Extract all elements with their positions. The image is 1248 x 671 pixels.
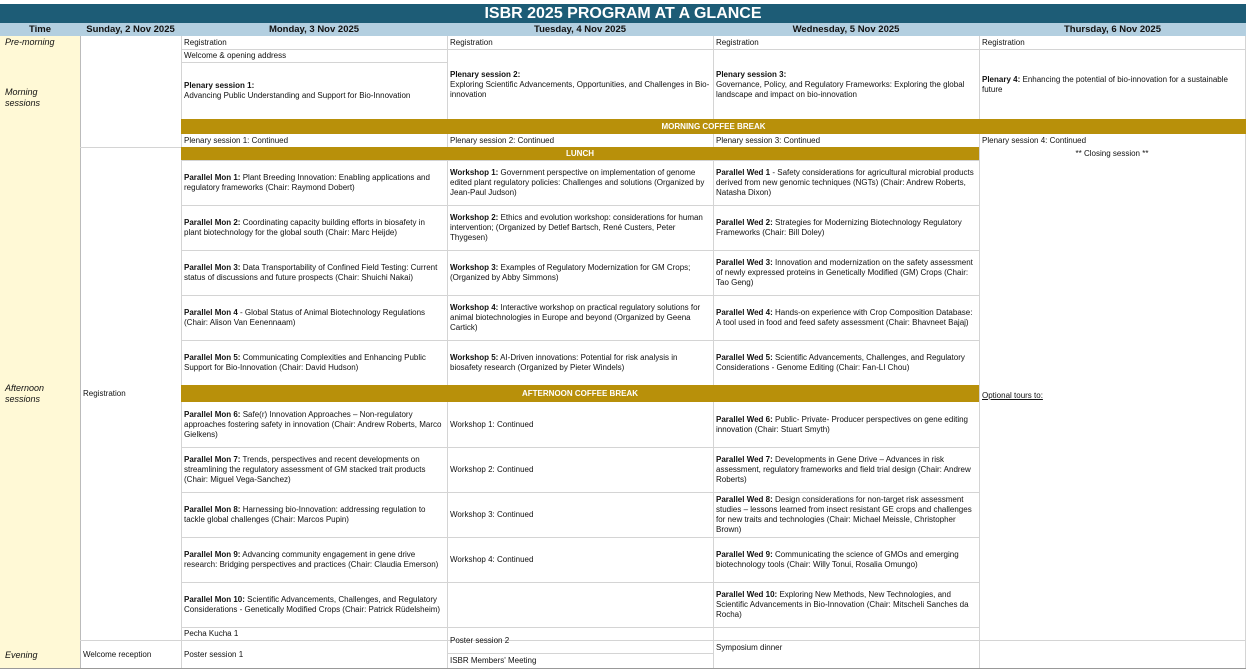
mon-parallel-6-title: Parallel Mon 6: — [184, 409, 241, 419]
wed-symposium-dinner: Symposium dinner — [716, 643, 783, 652]
plenary-tue-title: Plenary session 2: — [450, 69, 521, 79]
mon-parallel-5-text: Communicating Complexities and Enhancing Public Support for Bio-Innovation (Chair: David Hudson) — [184, 352, 426, 372]
mon-parallel-6-text: Safe(r) Innovation Approaches – Non-regulatory approaches fostering safety in innovation (Chair: Andrew Roberts, Marco Gielkens) — [184, 409, 442, 439]
mon-parallel-8-text: Harnessing bio-Innovation: addressing regulation to tackle global challenges (Chair: Marcos Pupin) — [184, 504, 426, 524]
mon-parallel-1-title: Parallel Mon 1: — [184, 172, 241, 182]
tue-poster-session-2: Poster session 2 — [450, 636, 510, 645]
optional-tours-link[interactable]: Optional tours to: — [982, 391, 1043, 400]
plenary-wed-title: Plenary session 3: — [716, 69, 787, 79]
plenary-mon-title: Plenary session 1: — [184, 81, 255, 90]
header-row — [0, 23, 1246, 36]
wed-parallel-8-title: Parallel Wed 8: — [716, 494, 773, 504]
plenary-thu-text: Enhancing the potential of bio-innovation for a sustainable future — [982, 74, 1228, 94]
tue-workshop-2-title: Workshop 2: — [450, 212, 499, 222]
mon-parallel-10-title: Parallel Mon 10: — [184, 594, 245, 604]
tue-workshop-5-text: AI-Driven innovations: Potential for risk analysis in biosafety research (Organized by Pieter Windels) — [450, 352, 678, 372]
mon-parallel-4 — [181, 295, 447, 340]
wed-parallel-9 — [713, 537, 979, 582]
time-column — [0, 36, 80, 669]
header-time: Time — [28, 24, 51, 35]
wed-parallel-2-text: Strategies for Modernizing Biotechnology Regulatory Frameworks (Chair: Bill Doley) — [716, 217, 962, 237]
wed-parallel-10-text: Exploring New Methods, New Technologies, and Scientific Advancements in Bio-Innovation (Chair: Mitscheli Sanches da Rocha) — [716, 589, 969, 619]
wed-parallel-6 — [713, 402, 979, 447]
tue-workshop-4-title: Workshop 4: — [450, 302, 499, 312]
wed-parallel-5 — [713, 340, 979, 385]
wed-parallel-4 — [713, 295, 979, 340]
wed-parallel-1-title: Parallel Wed 1 — [716, 167, 771, 177]
mon-parallel-3-title: Parallel Mon 3: — [184, 262, 241, 272]
plenary-mon-text: Advancing Public Understanding and Support for Bio-Innovation — [184, 91, 411, 100]
sun-welcome-reception: Welcome reception — [83, 650, 152, 659]
header-wednesday: Wednesday, 5 Nov 2025 — [792, 24, 900, 35]
closing-session: ** Closing session ** — [1075, 148, 1149, 158]
mon-parallel-5 — [181, 340, 447, 385]
tue-members-meeting: ISBR Members' Meeting — [450, 656, 537, 665]
wed-parallel-5-title: Parallel Wed 5: — [716, 352, 773, 362]
header-monday: Monday, 3 Nov 2025 — [268, 24, 360, 35]
tue-workshop-1 — [447, 160, 713, 205]
tue-workshop-1-continued: Workshop 1: Continued — [450, 419, 534, 429]
mon-registration: Registration — [184, 38, 227, 47]
wed-continued: Plenary session 3: Continued — [716, 135, 821, 145]
wed-parallel-7-title: Parallel Wed 7: — [716, 454, 773, 464]
sun-registration: Registration — [83, 389, 126, 398]
wed-parallel-4-text: Hands-on experience with Crop Composition Database: A tool used in food and feed safety assessment (Chair: Bhavneet Bajaj) — [716, 307, 973, 327]
tue-workshop-4 — [447, 295, 713, 340]
tue-workshop-3-text: Examples of Regulatory Modernization for GM Crops; (Organized by Abby Simmons) — [450, 262, 691, 282]
mon-parallel-5-title: Parallel Mon 5: — [184, 352, 241, 362]
header-thursday: Thursday, 6 Nov 2025 — [1064, 24, 1161, 35]
wed-parallel-1-text: - Safety considerations for agricultural microbial products derived from new genomic techniques (NGTs) (Chair: Andrew Roberts, Natasha Dixon) — [716, 167, 974, 197]
tue-workshop-2-text: Ethics and evolution workshop: considerations for human intervention; (Organized by Detlef Bartsch, René Custers, Peter Thygesen) — [450, 212, 703, 242]
wed-parallel-5-text: Scientific Advancements, Challenges, and Regulatory Considerations - Genome Editing (Chair: Fan-LI Chou) — [716, 352, 965, 372]
wed-parallel-7 — [713, 447, 979, 492]
tue-continued: Plenary session 2: Continued — [450, 135, 555, 145]
wed-parallel-3-title: Parallel Wed 3: — [716, 257, 773, 267]
mon-parallel-8 — [181, 492, 447, 537]
mon-parallel-10 — [181, 582, 447, 627]
wed-parallel-4-title: Parallel Wed 4: — [716, 307, 773, 317]
plenary-tue — [447, 50, 713, 119]
mon-parallel-1-text: Plant Breeding Innovation: Enabling applications and regulatory frameworks (Chair: Raymond Dobert) — [184, 172, 430, 192]
time-afternoon: Afternoon sessions — [5, 383, 45, 404]
plenary-thu — [979, 50, 1245, 119]
mon-parallel-2-title: Parallel Mon 2: — [184, 217, 241, 227]
tue-workshop-1-title: Workshop 1: — [450, 167, 499, 177]
page-title: ISBR 2025 PROGRAM AT A GLANCE — [0, 4, 1246, 23]
wed-parallel-1 — [713, 160, 979, 205]
tue-workshop-5-title: Workshop 5: — [450, 352, 499, 362]
header-sunday: Sunday, 2 Nov 2025 — [86, 24, 175, 35]
mon-parallel-4-title: Parallel Mon 4 — [184, 307, 238, 317]
wed-parallel-2-title: Parallel Wed 2: — [716, 217, 773, 227]
plenary-thu-title: Plenary 4: — [982, 74, 1021, 84]
mon-parallel-9-title: Parallel Mon 9: — [184, 549, 241, 559]
wed-parallel-6-text: Public- Private- Producer perspectives on gene editing innovation (Chair: Stuart Smyth) — [716, 414, 968, 434]
wed-parallel-10-title: Parallel Wed 10: — [716, 589, 778, 599]
wed-parallel-3-text: Innovation and modernization on the safety assessment of newly expressed proteins in Genetically Modified (GM) Crops (Chair: Tao Geng) — [716, 257, 973, 287]
mon-parallel-9-text: Advancing community engagement in gene drive research: Bridging perspectives and practices (Chair: Claudia Emerson) — [184, 549, 439, 569]
plenary-wed — [713, 50, 979, 119]
wed-parallel-6-title: Parallel Wed 6: — [716, 414, 773, 424]
tue-workshop-4-continued: Workshop 4: Continued — [450, 554, 534, 564]
mon-parallel-10-text: Scientific Advancements, Challenges, and Regulatory Considerations - Genetically Modified Crops (Chair: Patrick Rüdelsheim) — [184, 594, 441, 614]
wed-parallel-9-title: Parallel Wed 9: — [716, 549, 773, 559]
afternoon-coffee-break: AFTERNOON COFFEE BREAK — [181, 385, 979, 402]
tue-workshop-3-title: Workshop 3: — [450, 262, 499, 272]
wed-parallel-2 — [713, 205, 979, 250]
tue-workshop-2 — [447, 205, 713, 250]
wed-parallel-10 — [713, 582, 979, 627]
lunch-bar: LUNCH — [181, 147, 979, 160]
tue-registration: Registration — [450, 38, 493, 47]
wed-parallel-9-text: Communicating the science of GMOs and emerging biotechnology tools (Chair: Willy Tonui, Rosalia Omungo) — [716, 549, 959, 569]
wed-registration: Registration — [716, 38, 759, 47]
plenary-tue-text: Exploring Scientific Advancements, Opportunities, and Challenges in Bio-innovation — [450, 79, 710, 99]
mon-parallel-9 — [181, 537, 447, 582]
mon-parallel-7-title: Parallel Mon 7: — [184, 454, 241, 464]
time-pre-morning: Pre-morning — [5, 37, 55, 47]
thu-registration: Registration — [982, 38, 1025, 47]
wed-parallel-7-text: Developments in Gene Drive – Advances in risk assessment, regulatory frameworks and field trial design (Chair: Andrew Roberts) — [716, 454, 971, 484]
wed-parallel-3 — [713, 250, 979, 295]
mon-parallel-8-title: Parallel Mon 8: — [184, 504, 241, 514]
header-tuesday: Tuesday, 4 Nov 2025 — [533, 24, 627, 35]
plenary-wed-text: Governance, Policy, and Regulatory Frameworks: Exploring the global landscape and impact on bio-innovation — [716, 79, 965, 99]
time-evening: Evening — [5, 650, 38, 660]
thu-continued: Plenary session 4: Continued — [982, 135, 1087, 145]
mon-parallel-2 — [181, 205, 447, 250]
mon-poster-session-1: Poster session 1 — [184, 650, 244, 659]
morning-coffee-break: MORNING COFFEE BREAK — [181, 119, 1246, 134]
mon-parallel-1 — [181, 160, 447, 205]
tue-workshop-3 — [447, 250, 713, 295]
mon-parallel-3-text: Data Transportability of Confined Field Testing: Current status of discussions and future prospects (Chair: Shuichi Nakai) — [184, 262, 438, 282]
plenary-mon — [181, 63, 447, 119]
mon-welcome: Welcome & opening address — [184, 51, 287, 60]
mon-parallel-3 — [181, 250, 447, 295]
tue-workshop-5 — [447, 340, 713, 385]
wed-parallel-8 — [713, 492, 979, 537]
tue-workshop-4-text: Interactive workshop on practical regulatory solutions for animal biotechnologies in Europe and beyond (Organized by Geena Cartick) — [450, 302, 701, 332]
mon-parallel-4-text: - Global Status of Animal Biotechnology Regulations (Chair: Alison Van Eenennaam) — [184, 307, 426, 327]
wed-parallel-8-text: Design considerations for non-target risk assessment studies – lessons learned from insect resistant GE crops and challenges for new traits and technologies (Chair: Michael Meissle, Christopher Brown) — [716, 494, 972, 534]
mon-pecha-kucha: Pecha Kucha 1 — [184, 629, 239, 638]
tue-workshop-1-text: Government perspective on implementation of genome edited plant regulatory policies: Challenges and solutions (Organized by Jean-Paul Judson) — [450, 167, 705, 197]
mon-parallel-2-text: Coordinating capacity building efforts in biosafety in plant biotechnology for the global south (Chair: Marc Heijde) — [184, 217, 425, 237]
tue-workshop-2-continued: Workshop 2: Continued — [450, 464, 534, 474]
mon-parallel-7-text: Trends, perspectives and recent developments on streamlining the regulatory assessment of GM stacked trait products (Chair: Miguel Vega-Sanchez) — [184, 454, 426, 484]
mon-parallel-7 — [181, 447, 447, 492]
mon-parallel-6 — [181, 402, 447, 447]
time-morning: Morning sessions — [5, 87, 41, 108]
tue-workshop-3-continued: Workshop 3: Continued — [450, 509, 534, 519]
mon-continued: Plenary session 1: Continued — [184, 135, 289, 145]
